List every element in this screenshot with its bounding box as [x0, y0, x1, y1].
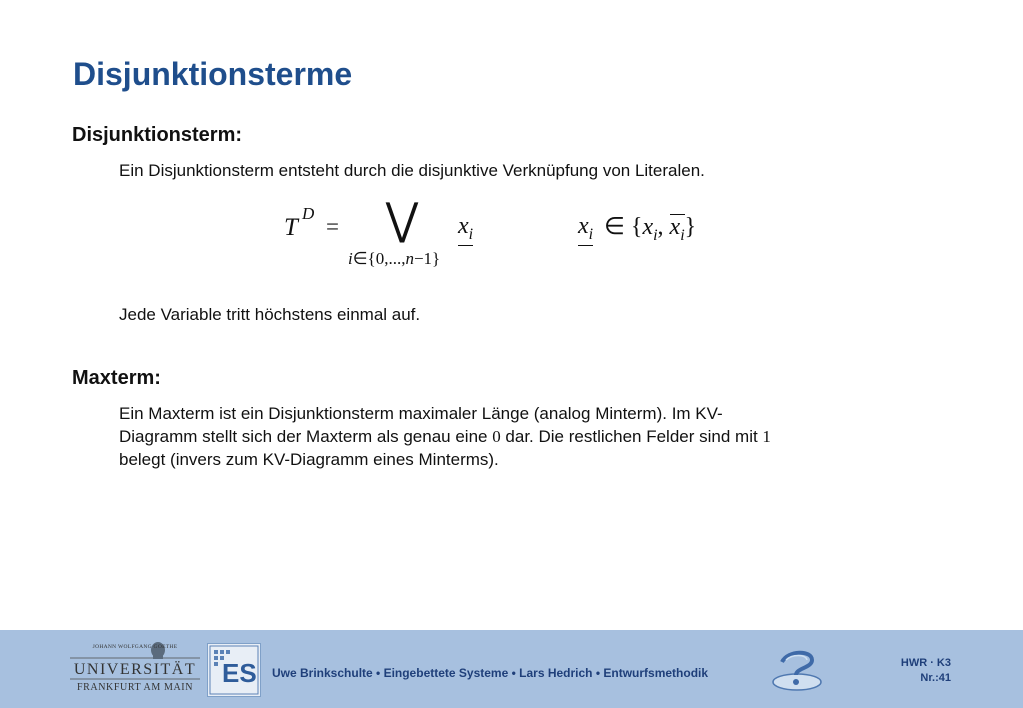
- set-a-index: i: [653, 226, 658, 244]
- university-top-text: JOHANN WOLFGANG GOETHE: [92, 644, 178, 650]
- rhs-literal: [578, 214, 593, 246]
- sub-end: −1}: [413, 249, 441, 268]
- set-comma: ,: [657, 214, 670, 240]
- set-close: }: [684, 214, 697, 240]
- negated-literal: [670, 214, 685, 245]
- sub-index: i: [348, 249, 353, 268]
- rhs-set: [604, 212, 696, 245]
- formula-disjunction: [280, 195, 720, 280]
- maxterm-line2-a: Diagramm stellt sich der Maxterm als genau eine: [119, 427, 493, 446]
- page-info: [901, 656, 951, 686]
- equals-sign: =: [326, 214, 339, 239]
- definition-text: Ein Disjunktionsterm entsteht durch die disjunktive Verknüpfung von Literalen.: [119, 161, 705, 180]
- sub-in: ∈: [352, 249, 368, 268]
- maxterm-line2: [119, 425, 909, 448]
- set-a-base: x: [642, 214, 654, 240]
- lhs-sup: D: [302, 204, 315, 223]
- big-or-operator: ⋁: [385, 195, 419, 244]
- footer-credits: Uwe Brinkschulte • Eingebettete Systeme • Lars Hedrich • Entwurfsmethodik: [272, 666, 709, 680]
- sub-set: {0,...,: [367, 249, 406, 268]
- term-base: x: [458, 213, 469, 239]
- university-name: UNIVERSITÄT: [73, 661, 197, 678]
- rhs-base: x: [578, 213, 589, 239]
- term-literal: [458, 214, 473, 246]
- operator-subscript: [348, 249, 440, 269]
- sub-n: n: [405, 249, 414, 268]
- note-text: Jede Variable tritt höchstens einmal auf.: [119, 305, 421, 324]
- value-one: 1: [762, 427, 771, 446]
- slide-title: Disjunktionsterme: [73, 56, 353, 92]
- rhs-index: i: [588, 225, 594, 243]
- maxterm-line2-b: dar. Die restlichen Felder sind mit: [500, 427, 763, 446]
- set-b-index: i: [680, 226, 685, 244]
- maxterm-line3: belegt (invers zum KV-Diagramm eines Minterms).: [119, 450, 499, 469]
- university-city: FRANKFURT AM MAIN: [76, 682, 194, 693]
- maxterm-line1: Ein Maxterm ist ein Disjunktionsterm maximaler Länge (analog Minterm). Im KV-: [119, 404, 723, 423]
- swirl-logo-icon: [770, 648, 824, 694]
- term-index: i: [468, 225, 474, 243]
- rhs-in: ∈ {: [604, 214, 643, 240]
- set-b-base: x: [669, 214, 681, 240]
- value-zero: 0: [492, 427, 501, 446]
- es-logo-text: ES: [222, 658, 257, 688]
- footer-band: [0, 630, 1023, 708]
- es-logo: [207, 643, 261, 697]
- heading-disjunktionsterm: Disjunktionsterm:: [72, 124, 243, 146]
- heading-maxterm: Maxterm:: [72, 367, 161, 389]
- university-logo: [70, 640, 200, 698]
- page-number: Nr.:41: [920, 672, 951, 684]
- maxterm-text: [119, 402, 909, 471]
- course-label: HWR · K3: [900, 657, 951, 669]
- lhs-base: T: [284, 214, 298, 241]
- swirl-logo: [770, 648, 824, 694]
